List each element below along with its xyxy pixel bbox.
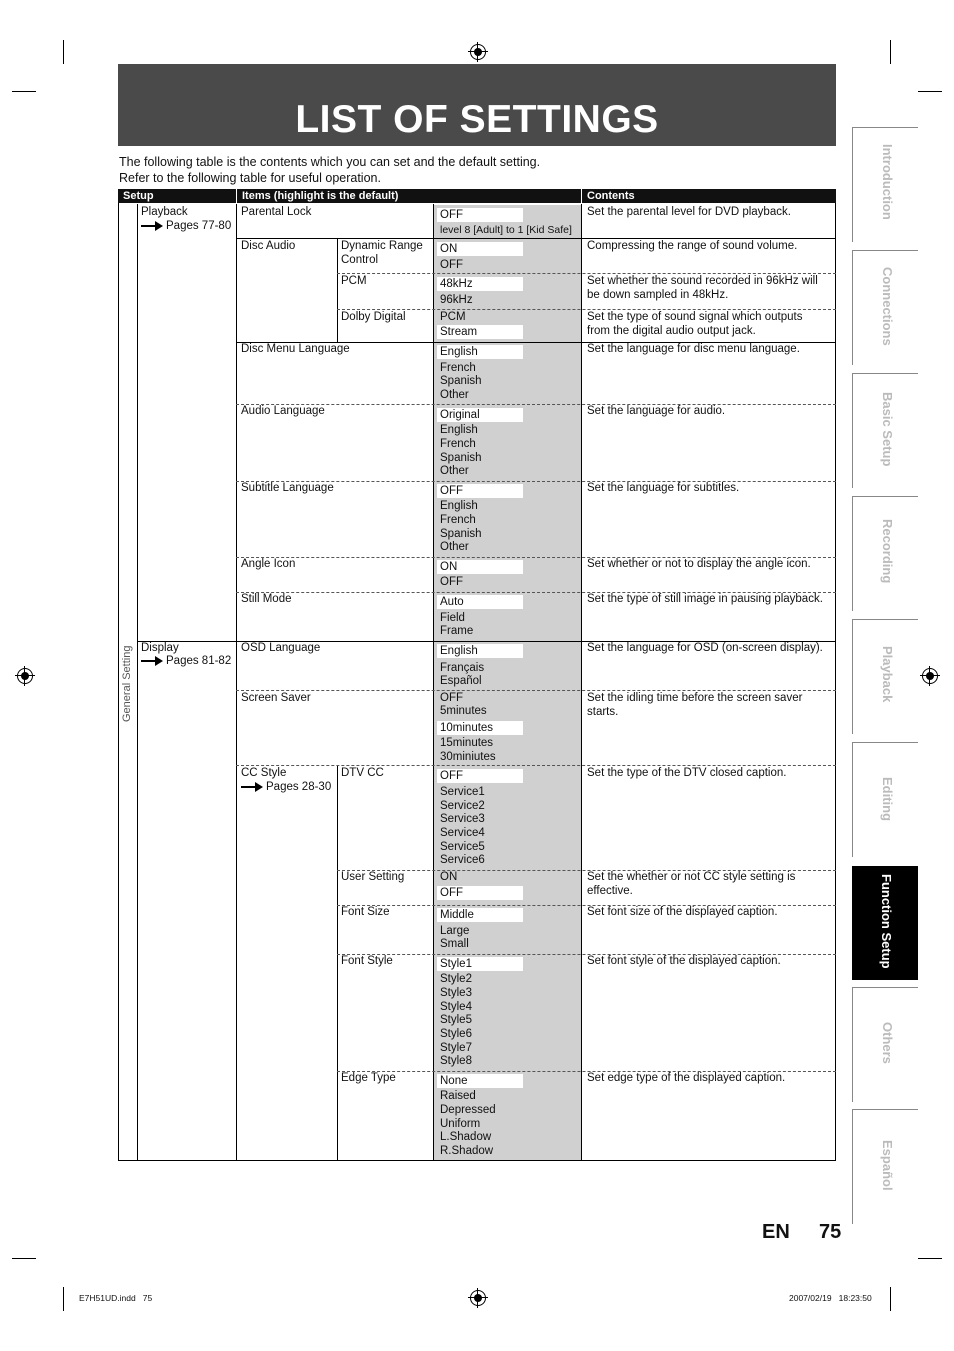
option: Depressed [440, 1104, 496, 1116]
option: English [440, 424, 478, 436]
tab-function-setup[interactable]: Function Setup [852, 866, 918, 980]
option-default: Original [440, 409, 480, 421]
contents-text: Set the type of still image in pausing playback. [587, 593, 823, 605]
option: Small [440, 938, 469, 950]
option-default: Stream [440, 326, 478, 338]
option: French [440, 514, 476, 526]
item-label: Disc Menu Language [241, 343, 350, 355]
contents-text: Set the language for audio. [587, 405, 726, 417]
contents-text: Set the type of the DTV closed caption. [587, 767, 787, 779]
arrow-right-icon [141, 221, 163, 230]
option: Style8 [440, 1055, 472, 1067]
contents-text: Set the language for OSD (on-screen display). [587, 642, 823, 654]
option: Style4 [440, 1001, 472, 1013]
option: Other [440, 389, 469, 401]
registration-mark-icon [470, 1290, 486, 1306]
contents-text: Set the type of sound signal which outputs from the digital audio output jack. [587, 311, 803, 337]
contents-text: Compressing the range of sound volume. [587, 240, 798, 252]
option: Spanish [440, 528, 482, 540]
option: OFF [440, 259, 463, 271]
tab-basic-setup[interactable]: Basic Setup [852, 373, 918, 488]
option: OFF [440, 576, 463, 588]
group-playback: Playback [141, 206, 188, 218]
option: 30miniutes [440, 751, 496, 763]
contents-text: Set edge type of the displayed caption. [587, 1072, 786, 1084]
tab-connections[interactable]: Connections [852, 250, 918, 365]
contents-text: Set the parental level for DVD playback. [587, 206, 791, 218]
item-label: Subtitle Language [241, 482, 334, 494]
option: Style2 [440, 973, 472, 985]
general-setting-label: General Setting [121, 645, 133, 722]
option-default: English [440, 645, 478, 657]
option: Style3 [440, 987, 472, 999]
group-playback-pages: Pages 77-80 [141, 220, 231, 234]
option-default: ON [440, 243, 458, 255]
language-code: EN [762, 1221, 790, 1243]
item-label: Disc Audio [241, 240, 296, 252]
arrow-right-icon [241, 782, 263, 791]
contents-text: Set the whether or not CC style setting is effective. [587, 871, 796, 897]
option: Field [440, 612, 465, 624]
contents-text: Set whether the sound recorded in 96kHz will be down sampled in 48kHz. [587, 275, 818, 301]
option: 96kHz [440, 294, 473, 306]
option: Raised [440, 1090, 476, 1102]
option: L.Shadow [440, 1131, 492, 1143]
footer-file: E7H51UD.indd 75 [79, 1293, 153, 1303]
option-default: OFF [440, 209, 463, 221]
page-number: 75 [819, 1221, 842, 1243]
group-display: Display [141, 642, 179, 654]
sub-item-label: Font Size [341, 906, 390, 918]
option: level 8 [Adult] to 1 [Kid Safe] [440, 224, 572, 236]
option: Other [440, 541, 469, 553]
option-default: None [440, 1075, 468, 1087]
item-label: Angle Icon [241, 558, 296, 570]
option: Service1 [440, 786, 485, 798]
option: Service3 [440, 813, 485, 825]
header-items: Items (highlight is the default) [237, 189, 582, 203]
contents-text: Set the language for subtitles. [587, 482, 740, 494]
intro-line-2: Refer to the following table for useful operation. [119, 171, 381, 185]
option-default: English [440, 346, 478, 358]
item-label: Audio Language [241, 405, 325, 417]
sub-item-label: Edge Type [341, 1072, 396, 1084]
option: Other [440, 465, 469, 477]
option-default: OFF [440, 770, 463, 782]
contents-text: Set font size of the displayed caption. [587, 906, 778, 918]
option: 15minutes [440, 737, 494, 749]
option: Spanish [440, 375, 482, 387]
tab-others[interactable]: Others [852, 987, 918, 1102]
contents-text: Set the idling time before the screen saver starts. [587, 692, 803, 718]
option-default: OFF [440, 485, 463, 497]
option: Service5 [440, 841, 485, 853]
option: French [440, 362, 476, 374]
item-label: Screen Saver [241, 692, 311, 704]
option-default: 10minutes [440, 722, 494, 734]
option: Service2 [440, 800, 485, 812]
option: OFF [440, 692, 463, 704]
contents-text: Set whether or not to display the angle icon. [587, 558, 811, 570]
sub-item-label: Dolby Digital [341, 311, 406, 323]
contents-text: Set the language for disc menu language. [587, 343, 800, 355]
option-default: ON [440, 561, 458, 573]
header-setup: Setup [118, 189, 237, 203]
option: English [440, 500, 478, 512]
option-default: Middle [440, 909, 474, 921]
option-default: Auto [440, 596, 464, 608]
item-pages: Pages 28-30 [241, 781, 331, 795]
option: 5minutes [440, 705, 487, 717]
option: ON [440, 871, 458, 883]
sub-item-label: User Setting [341, 871, 405, 883]
option: Frame [440, 625, 474, 637]
sub-item-label: PCM [341, 275, 367, 287]
option-default: OFF [440, 887, 463, 899]
page-title: LIST OF SETTINGS [295, 98, 659, 141]
sub-item-label: Font Style [341, 955, 393, 967]
header-contents: Contents [582, 189, 836, 203]
option: R.Shadow [440, 1145, 494, 1157]
option: Uniform [440, 1118, 481, 1130]
sub-item-label: Dynamic Range Control [341, 240, 423, 266]
option: French [440, 438, 476, 450]
option: Service6 [440, 854, 485, 866]
footer-date: 2007/02/19 18:23:50 [789, 1293, 872, 1303]
item-label: Still Mode [241, 593, 292, 605]
option-default: 48kHz [440, 278, 473, 290]
option: Style5 [440, 1014, 472, 1026]
group-display-pages: Pages 81-82 [141, 655, 231, 669]
tab-playback[interactable]: Playback [852, 619, 918, 734]
item-label: OSD Language [241, 642, 321, 654]
sub-item-label: DTV CC [341, 767, 384, 779]
tab-editing[interactable]: Editing [852, 742, 918, 857]
tab-recording[interactable]: Recording [852, 496, 918, 611]
option: Style6 [440, 1028, 472, 1040]
option: Style7 [440, 1042, 472, 1054]
registration-mark-icon [922, 668, 938, 684]
option: Spanish [440, 452, 482, 464]
option: Large [440, 925, 470, 937]
tab-espanol[interactable]: Español [852, 1109, 918, 1224]
tab-introduction[interactable]: Introduction [852, 127, 918, 242]
intro-line-1: The following table is the contents which you can set and the default setting. [119, 155, 541, 169]
contents-text: Set font style of the displayed caption. [587, 955, 781, 967]
option: PCM [440, 311, 466, 323]
registration-mark-icon [17, 668, 33, 684]
option: Français [440, 662, 485, 674]
arrow-right-icon [141, 656, 163, 665]
registration-mark-icon [470, 44, 486, 60]
option: Español [440, 675, 482, 687]
item-label: Parental Lock [241, 206, 312, 218]
option-default: Style1 [440, 958, 472, 970]
item-label: CC Style [241, 767, 287, 779]
option: Service4 [440, 827, 485, 839]
